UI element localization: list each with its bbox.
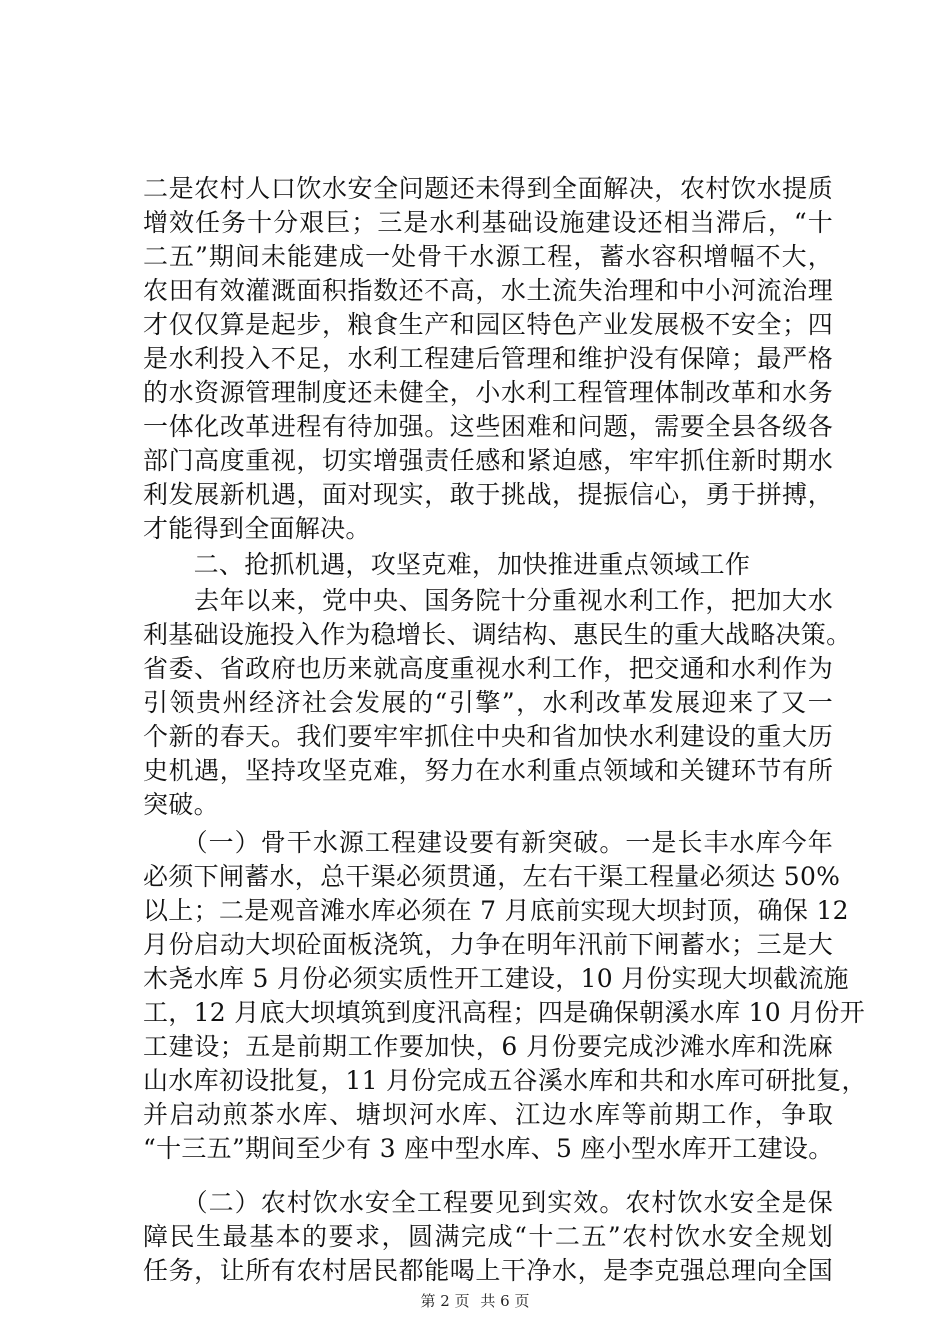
text-line: 是水利投入不足，水利工程建后管理和维护没有保障；最严格 xyxy=(143,344,833,373)
text-line: 增效任务十分艰巨；三是水利基础设施建设还相当滞后，“十 xyxy=(143,208,833,237)
text-line: 利发展新机遇，面对现实，敢于挑战，提振信心，勇于拼搏， xyxy=(143,480,833,509)
text-line: 工建设；五是前期工作要加快，6 月份要完成沙滩水库和洗麻 xyxy=(143,1032,833,1061)
text-line: 任务，让所有农村居民都能喝上干净水，是李克强总理向全国 xyxy=(143,1256,833,1285)
text-line: （一）骨干水源工程建设要有新突破。一是长丰水库今年 xyxy=(143,828,833,857)
page-number: 第 2 页 xyxy=(420,1292,470,1310)
page-footer xyxy=(0,1290,950,1311)
text-line: 工，12 月底大坝填筑到度汛高程；四是确保朝溪水库 10 月份开 xyxy=(143,998,866,1027)
text-line: 才仅仅算是起步，粮食生产和园区特色产业发展极不安全；四 xyxy=(143,310,833,339)
text-line: 二是农村人口饮水安全问题还未得到全面解决，农村饮水提质 xyxy=(143,174,833,203)
text-line: 木尧水库 5 月份必须实质性开工建设，10 月份实现大坝截流施 xyxy=(143,964,849,993)
text-line: 一体化改革进程有待加强。这些困难和问题，需要全县各级各 xyxy=(143,412,833,441)
text-line: 的水资源管理制度还未健全，小水利工程管理体制改革和水务 xyxy=(143,378,833,407)
text-line: 个新的春天。我们要牢牢抓住中央和省加快水利建设的重大历 xyxy=(143,722,833,751)
text-line: （二）农村饮水安全工程要见到实效。农村饮水安全是保 xyxy=(143,1188,833,1217)
page-total: 共 6 页 xyxy=(480,1292,530,1310)
text-line: 月份启动大坝砼面板浇筑，力争在明年汛前下闸蓄水；三是大 xyxy=(143,930,833,959)
text-line: 二五”期间未能建成一处骨干水源工程，蓄水容积增幅不大， xyxy=(143,242,833,271)
text-line: 并启动煎茶水库、塘坝河水库、江边水库等前期工作，争取 xyxy=(143,1100,833,1129)
text-line: 去年以来，党中央、国务院十分重视水利工作，把加大水 xyxy=(143,586,833,615)
text-line: 部门高度重视，切实增强责任感和紧迫感，牢牢抓住新时期水 xyxy=(143,446,833,475)
text-line: 农田有效灌溉面积指数还不高，水土流失治理和中小河流治理 xyxy=(143,276,833,305)
text-line: 障民生最基本的要求，圆满完成“十二五”农村饮水安全规划 xyxy=(143,1222,833,1251)
text-line: 山水库初设批复，11 月份完成五谷溪水库和共和水库可研批复， xyxy=(143,1066,867,1095)
text-line: “十三五”期间至少有 3 座中型水库、5 座小型水库开工建设。 xyxy=(143,1134,834,1163)
text-line: 才能得到全面解决。 xyxy=(143,514,371,543)
text-line: 以上；二是观音滩水库必须在 7 月底前实现大坝封顶，确保 12 xyxy=(143,896,849,925)
text-line: 引领贵州经济社会发展的“引擎”，水利改革发展迎来了又一 xyxy=(143,688,833,717)
section-heading: 二、抢抓机遇，攻坚克难，加快推进重点领域工作 xyxy=(143,550,751,579)
text-line: 必须下闸蓄水，总干渠必须贯通，左右干渠工程量必须达 50% xyxy=(143,862,841,891)
text-line: 突破。 xyxy=(143,790,219,819)
text-line: 省委、省政府也历来就高度重视水利工作，把交通和水利作为 xyxy=(143,654,833,683)
text-line: 史机遇，坚持攻坚克难，努力在水利重点领域和关键环节有所 xyxy=(143,756,833,785)
text-line: 利基础设施投入作为稳增长、调结构、惠民生的重大战略决策。 xyxy=(143,620,852,649)
